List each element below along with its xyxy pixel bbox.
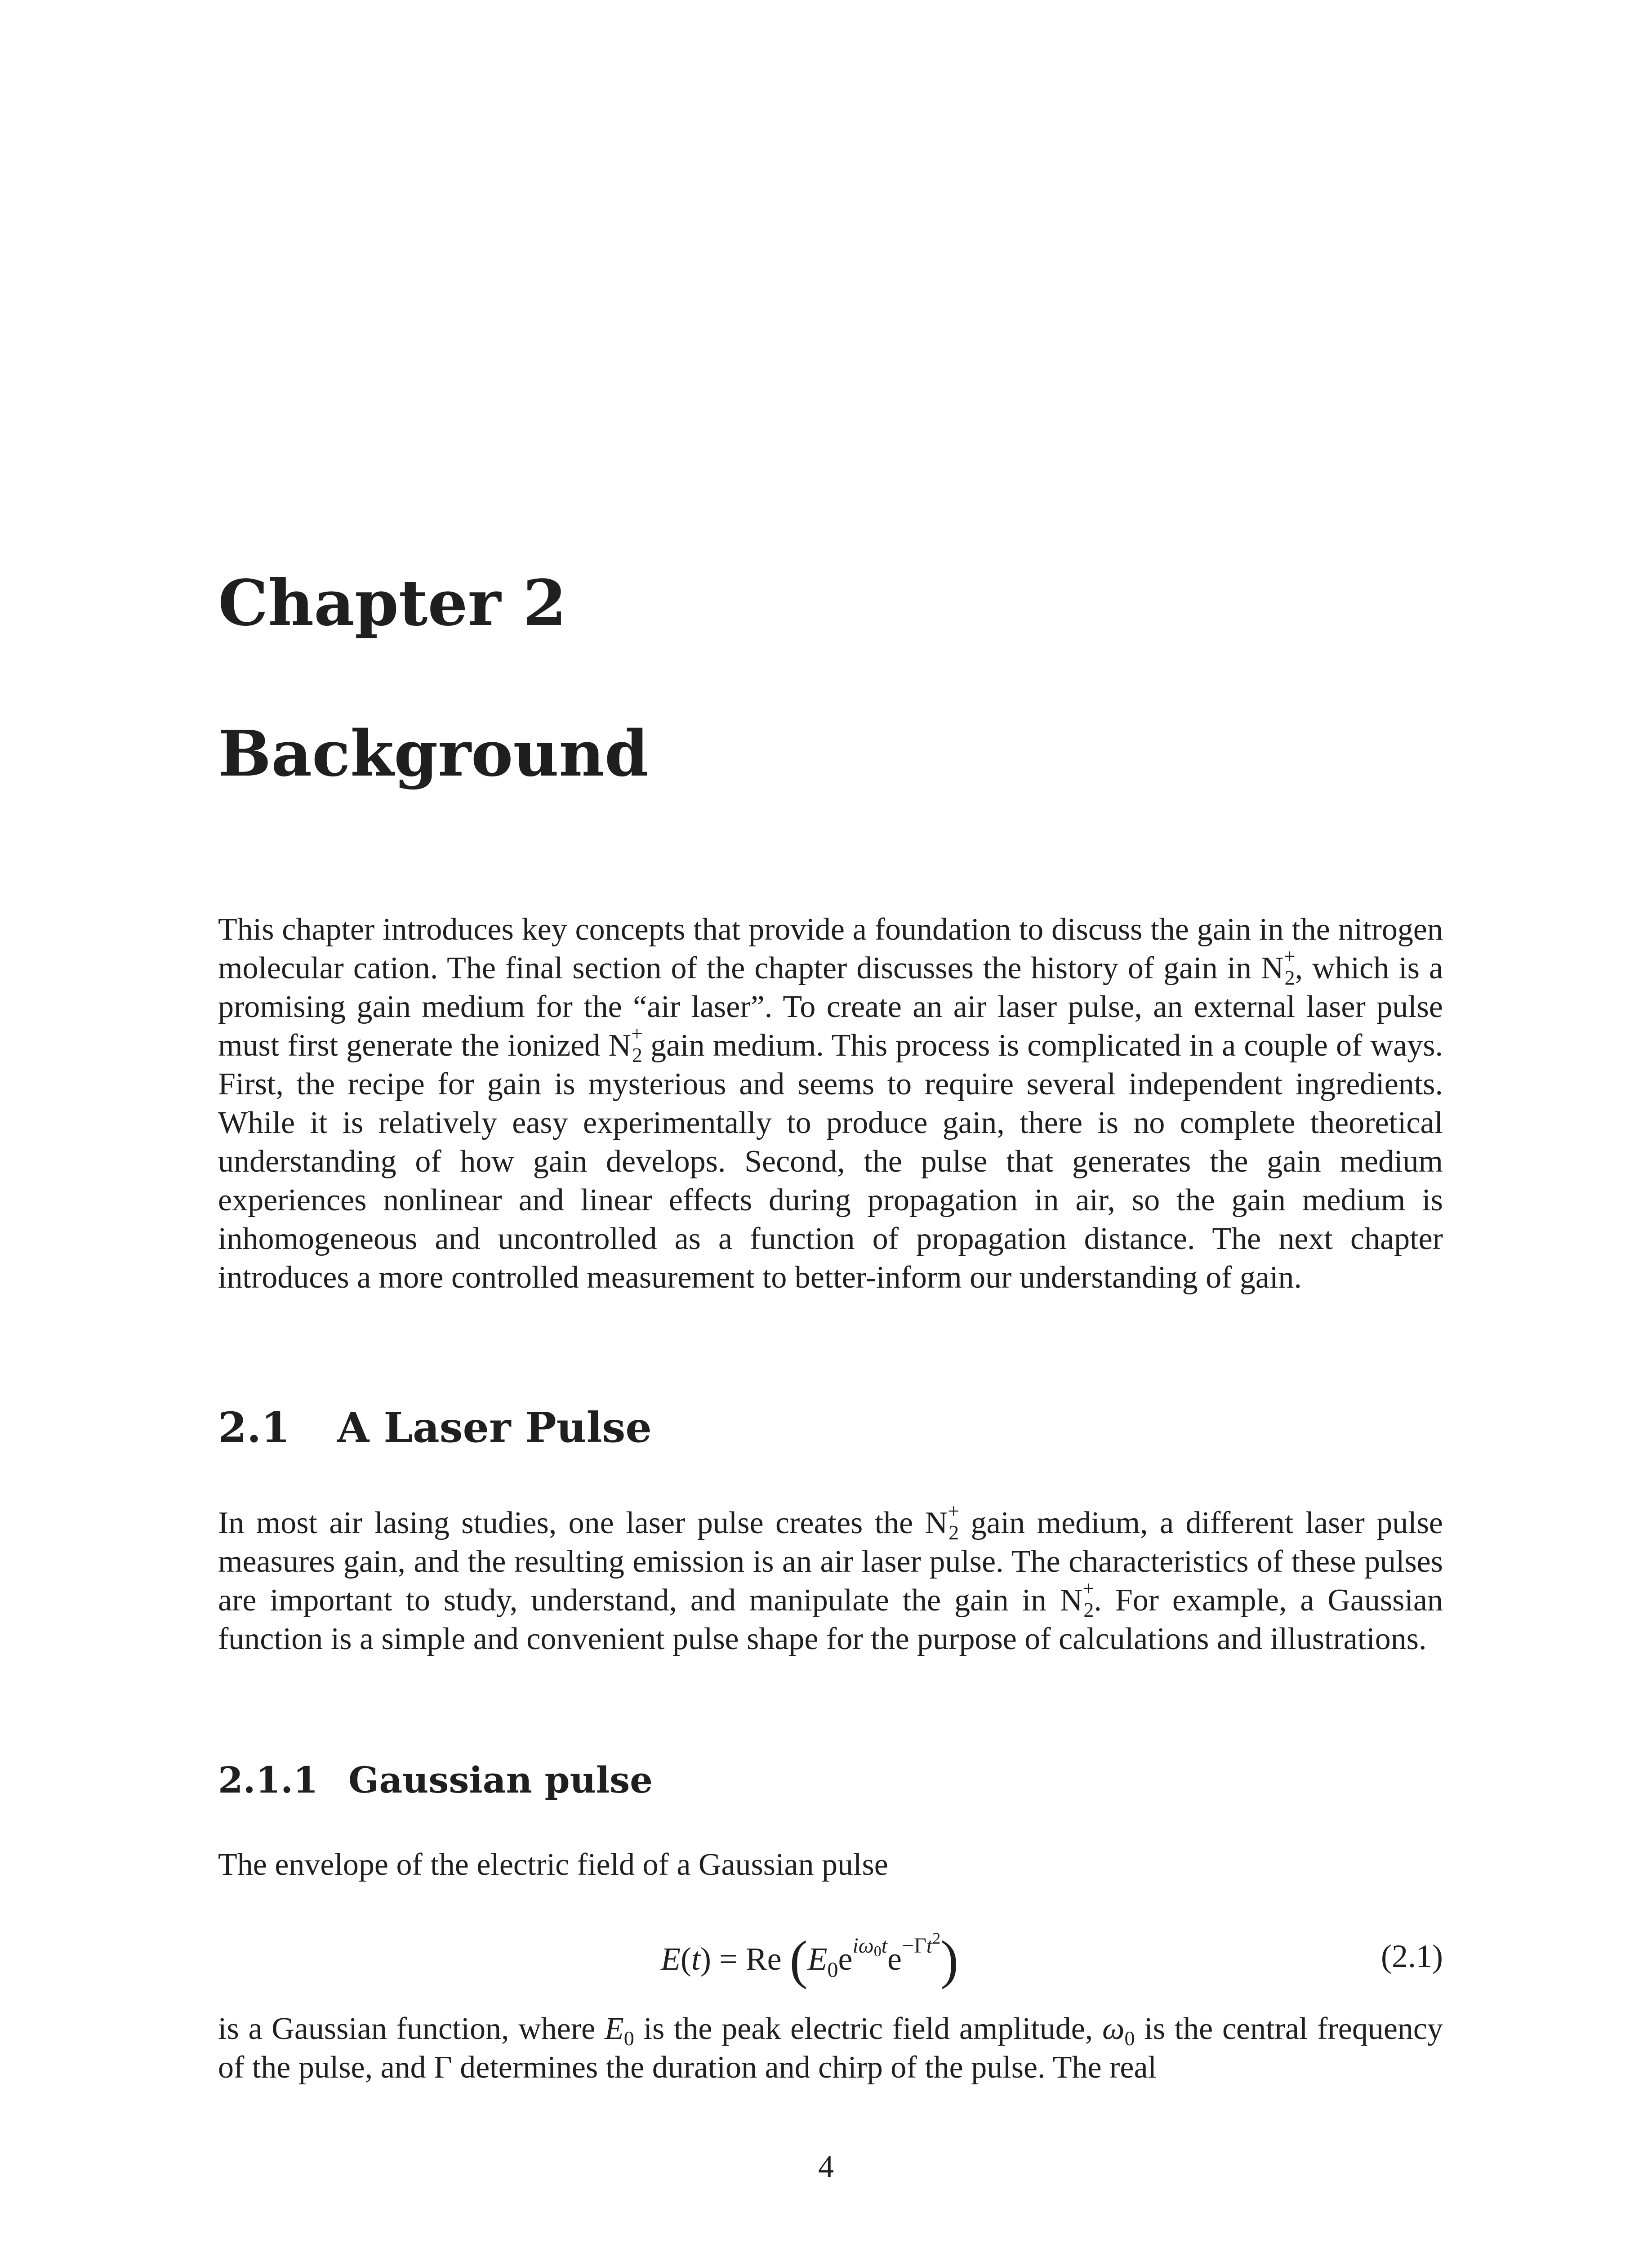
equation-explanation-paragraph: is a Gaussian function, where $E_0$ is the peak electric field amplitude, $\omega_0$ is the central frequency of the pulse, and Γ determines the duration and chirp of the pulse. The real [218,2012,1443,2085]
chapter-intro-paragraph: This chapter introduces key concepts that provide a foundation to discuss the gain in the nitrogen molecular cation. The final section of the chapter discusses the history of gain in $N^+_2$, which is a promising gain medium for the “air laser”. To create an air laser pulse, an external laser pulse must first generate the ionized $N^+_2$ gain medium. This process is complicated in a couple of ways. First, the recipe for gain is mysterious and seems to require several independent ingredients. While it is relatively easy experimentally to produce gain, there is no complete theoretical understanding of how gain develops. Second, the pulse that generates the gain medium experiences nonlinear and linear effects during propagation in air, so the gain medium is inhomogeneous and uncontrolled as a function of propagation distance. The next chapter introduces a more controlled measurement to better-inform our understanding of gain. [218,912,1443,1295]
subsection-intro-paragraph: The envelope of the electric field of a Gaussian pulse [218,1847,888,1882]
subsection-number: 2.1.1 [218,1759,318,1801]
section-number: 2.1 [218,1403,290,1452]
chapter-title: Background [218,717,649,791]
subsection-title: Gaussian pulse [348,1759,653,1801]
equation-block [218,1924,1443,1987]
chapter-label: Chapter 2 [218,566,567,640]
page-number: 4 [818,2150,834,2184]
gaussian-field-equation: E(t) = Re $(E_0e^{i\omega_0t}e^{-\Gamma t^2})$ [661,1929,959,1989]
section-title: A Laser Pulse [337,1403,652,1452]
section-paragraph: In most air lasing studies, one laser pulse creates the $N^+_2$ gain medium, a different laser pulse measures gain, and the resulting emission is an air laser pulse. The characteristics of these pulses are important to study, understand, and manipulate the gain in $N^+_2$. For example, a Gaussian function is a simple and convenient pulse shape for the purpose of calculations and illustrations. [218,1499,1443,1656]
section-heading [218,1405,1443,1450]
subsection-heading [218,1760,1443,1800]
equation-number: (2.1) [1381,1938,1443,1974]
